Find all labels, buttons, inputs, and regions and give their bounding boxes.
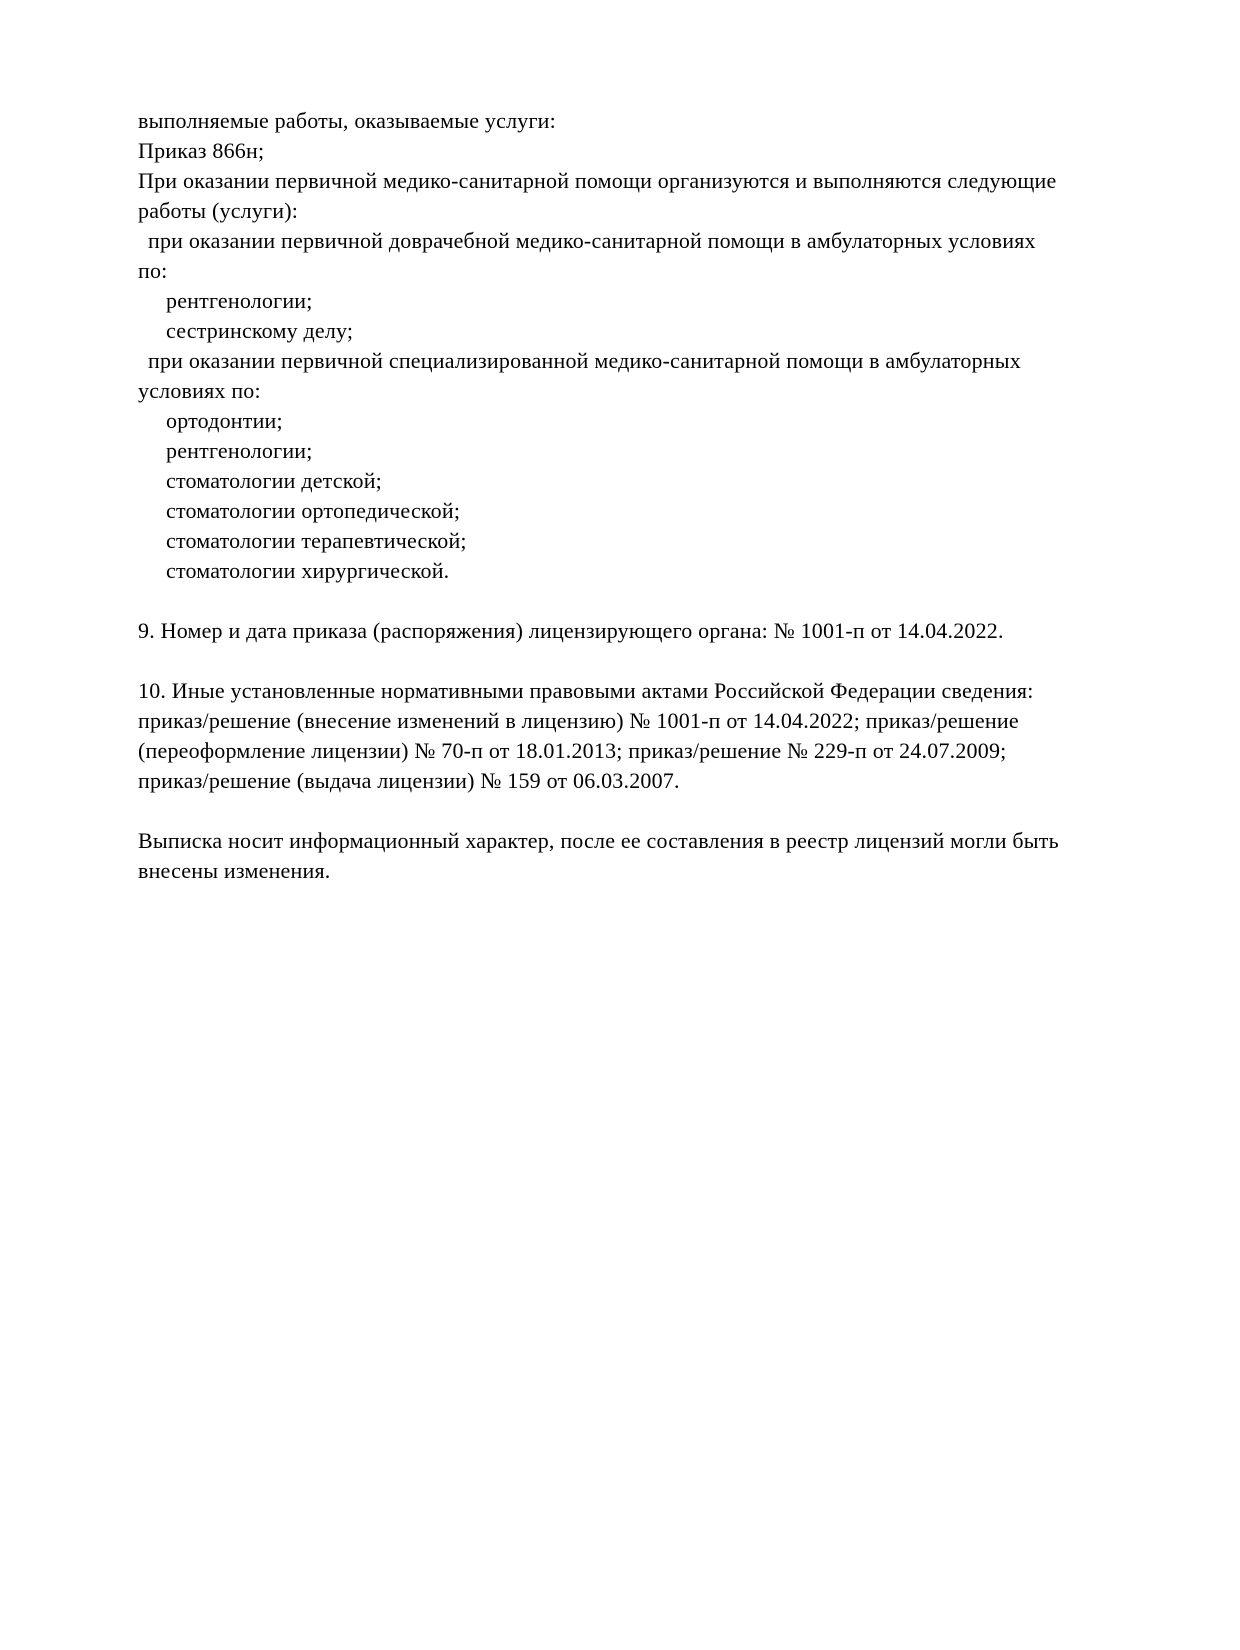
text-line: 10. Иные установленные нормативными правовыми актами Российской Федерации сведения: [138, 678, 1034, 703]
text-line: Приказ 866н; [138, 138, 265, 163]
text-line: приказ/решение (внесение изменений в лицензию) № 1001-п от 14.04.2022; приказ/решение [138, 708, 1019, 733]
text-line: условиях по: [138, 378, 261, 403]
text-line: по: [138, 258, 168, 283]
text-line: Выписка носит информационный характер, после ее составления в реестр лицензий могли быть [138, 828, 1059, 853]
text-line: внесены изменения. [138, 858, 331, 883]
blank-line [138, 586, 1120, 616]
text-line: стоматологии хирургической. [166, 558, 450, 583]
text-line: ортодонтии; [166, 408, 283, 433]
text-line: рентгенологии; [166, 438, 313, 463]
text-line: При оказании первичной медико-санитарной помощи организуются и выполняются следующие [138, 168, 1057, 193]
text-line: выполняемые работы, оказываемые услуги: [138, 108, 556, 133]
text-line: при оказании первичной доврачебной медико-санитарной помощи в амбулаторных условиях [148, 228, 1036, 253]
blank-line [138, 646, 1120, 676]
text-line: стоматологии ортопедической; [166, 498, 461, 523]
document-lines [138, 106, 1120, 886]
text-line: рентгенологии; [166, 288, 313, 313]
text-line: стоматологии детской; [166, 468, 382, 493]
text-line: работы (услуги): [138, 198, 299, 223]
text-line: 9. Номер и дата приказа (распоряжения) лицензирующего органа: № 1001-п от 14.04.2022. [138, 618, 1004, 643]
text-line: (переоформление лицензии) № 70-п от 18.01.2013; приказ/решение № 229-п от 24.07.2009; [138, 738, 1007, 763]
blank-line [138, 796, 1120, 826]
text-line: приказ/решение (выдача лицензии) № 159 от 06.03.2007. [138, 768, 680, 793]
text-line: сестринскому делу; [166, 318, 354, 343]
text-line: стоматологии терапевтической; [166, 528, 467, 553]
text-line: при оказании первичной специализированной медико-санитарной помощи в амбулаторных [148, 348, 1021, 373]
